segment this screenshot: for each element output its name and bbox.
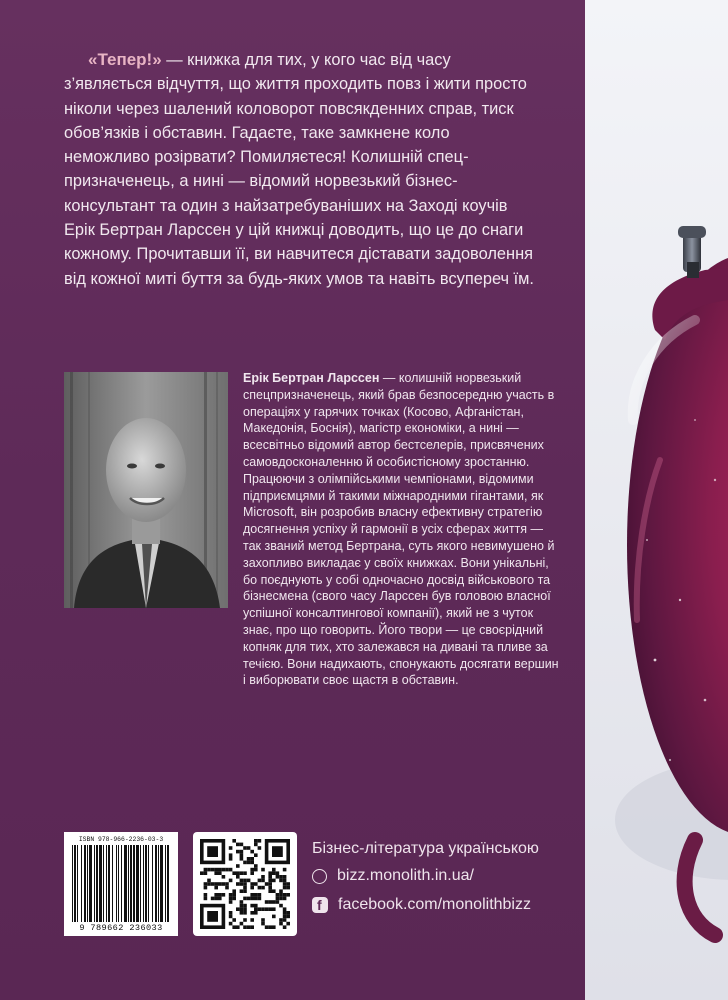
qr-module xyxy=(250,904,254,908)
qr-module xyxy=(214,897,218,901)
qr-module xyxy=(265,907,269,911)
qr-module xyxy=(229,857,233,861)
qr-module xyxy=(286,922,290,926)
qr-module xyxy=(207,868,211,872)
qr-module xyxy=(268,900,272,904)
barcode-bar xyxy=(140,845,141,922)
barcode-bar xyxy=(116,845,117,922)
qr-module xyxy=(247,861,251,865)
qr-module xyxy=(247,897,251,901)
qr-module xyxy=(240,879,244,883)
qr-module xyxy=(286,886,290,890)
qr-module xyxy=(222,882,226,886)
qr-module xyxy=(254,911,258,915)
qr-module xyxy=(225,882,229,886)
qr-module xyxy=(243,918,247,922)
qr-module xyxy=(243,882,247,886)
barcode-bar xyxy=(106,845,107,922)
qr-module xyxy=(240,889,244,893)
qr-module xyxy=(268,889,272,893)
qr-module xyxy=(247,879,251,883)
qr-module xyxy=(286,882,290,886)
qr-module xyxy=(250,893,254,897)
qr-module xyxy=(229,900,233,904)
barcode-bar xyxy=(133,845,135,922)
qr-module xyxy=(236,875,240,879)
qr-module xyxy=(207,879,211,883)
qr-module xyxy=(232,918,236,922)
qr-module xyxy=(243,897,247,901)
qr-module xyxy=(283,879,287,883)
qr-module xyxy=(265,882,269,886)
qr-module xyxy=(283,918,287,922)
qr-module xyxy=(258,886,262,890)
qr-module xyxy=(283,911,287,915)
qr-module xyxy=(261,875,265,879)
qr-module xyxy=(218,871,222,875)
qr-module xyxy=(276,875,280,879)
qr-module xyxy=(283,868,287,872)
qr-module xyxy=(240,911,244,915)
qr-module xyxy=(250,897,254,901)
qr-module xyxy=(250,886,254,890)
qr-module xyxy=(250,850,254,854)
qr-module xyxy=(218,868,222,872)
qr-module xyxy=(211,868,215,872)
qr-module xyxy=(283,907,287,911)
qr-module xyxy=(222,875,226,879)
barcode-bar xyxy=(112,845,113,922)
alarm-clock-illustration xyxy=(585,0,728,1000)
qr-module xyxy=(214,871,218,875)
qr-module xyxy=(254,897,258,901)
qr-module xyxy=(276,897,280,901)
barcode-bar xyxy=(160,845,163,922)
barcode-bar xyxy=(103,845,104,922)
qr-module xyxy=(204,868,208,872)
barcode-bar xyxy=(94,845,95,922)
qr-module xyxy=(261,886,265,890)
qr-module xyxy=(250,861,254,865)
qr-module xyxy=(243,886,247,890)
qr-module xyxy=(250,857,254,861)
qr-module xyxy=(254,907,258,911)
qr-module xyxy=(232,889,236,893)
isbn-barcode xyxy=(64,832,178,936)
qr-module xyxy=(272,907,276,911)
barcode-bar xyxy=(152,845,153,922)
barcode-bar xyxy=(74,845,76,922)
qr-module xyxy=(268,886,272,890)
qr-module xyxy=(218,882,222,886)
qr-module xyxy=(229,915,233,919)
barcode-bar xyxy=(72,845,73,922)
qr-module xyxy=(254,839,258,843)
barcode-bar xyxy=(118,845,119,922)
qr-module xyxy=(272,900,276,904)
qr-module xyxy=(261,868,265,872)
qr-module xyxy=(232,871,236,875)
qr-module xyxy=(254,868,258,872)
qr-module xyxy=(258,846,262,850)
qr-module xyxy=(261,922,265,926)
qr-module xyxy=(229,911,233,915)
qr-module xyxy=(258,897,262,901)
qr-finder-square xyxy=(207,911,218,922)
qr-module xyxy=(272,925,276,929)
barcode-bar xyxy=(121,845,122,922)
blurb-text: — книжка для тих, у кого час від часу з’являється відчуття, що життя проходить повз і жити просто ніколи через шалений коловорот повсякденних справ, тиск обов’язків і обставин. Гадаєте, таке замкнене коло неможливо розірвати? Помиляєтеся! Колишній спец-призначенець, а нині — відомий норвезький бізнес-консультант та один з найзатребуваніших на Заході коучів Ерік Бертран Ларссен у цій книжці доводить, що це до снаги кожному. Прочитавши її, ви навчитеся діставати задоволення від кожної миті буття за будь-яких умов та навіть всупереч їм. xyxy=(64,51,534,288)
qr-module xyxy=(265,925,269,929)
qr-module xyxy=(229,853,233,857)
qr-module xyxy=(218,897,222,901)
qr-module xyxy=(243,846,247,850)
qr-module xyxy=(232,839,236,843)
qr-module xyxy=(236,907,240,911)
qr-module xyxy=(211,897,215,901)
qr-module xyxy=(200,871,204,875)
book-title-quote: «Тепер!» xyxy=(88,50,162,69)
barcode-bar xyxy=(87,845,88,922)
publisher-tagline: Бізнес-література українською xyxy=(312,840,539,857)
barcode-bar xyxy=(84,845,86,922)
barcode-bar xyxy=(89,845,92,922)
qr-module xyxy=(250,925,254,929)
qr-module xyxy=(279,922,283,926)
book-blurb xyxy=(64,48,534,291)
qr-module xyxy=(268,879,272,883)
qr-module xyxy=(236,850,240,854)
qr-module xyxy=(272,868,276,872)
qr-module xyxy=(276,900,280,904)
qr-finder-square xyxy=(272,846,283,857)
qr-module xyxy=(204,897,208,901)
qr-module xyxy=(272,871,276,875)
qr-module xyxy=(276,893,280,897)
qr-module xyxy=(222,868,226,872)
barcode-bar xyxy=(143,845,144,922)
qr-module xyxy=(214,868,218,872)
qr-module xyxy=(250,911,254,915)
qr-module xyxy=(232,897,236,901)
qr-module xyxy=(243,907,247,911)
qr-module xyxy=(229,846,233,850)
qr-module xyxy=(250,871,254,875)
qr-module xyxy=(204,871,208,875)
barcode-bars xyxy=(64,832,178,936)
qr-module xyxy=(236,882,240,886)
qr-module xyxy=(222,893,226,897)
qr-module xyxy=(279,918,283,922)
qr-module xyxy=(229,893,233,897)
qr-module xyxy=(254,853,258,857)
qr-module xyxy=(214,893,218,897)
qr-module xyxy=(229,879,233,883)
qr-module xyxy=(286,915,290,919)
qr-module xyxy=(283,915,287,919)
qr-module xyxy=(240,843,244,847)
qr-module xyxy=(261,907,265,911)
qr-module xyxy=(243,861,247,865)
qr-module xyxy=(283,875,287,879)
qr-module xyxy=(268,882,272,886)
qr-module xyxy=(243,889,247,893)
qr-module xyxy=(279,904,283,908)
barcode-bar xyxy=(124,845,127,922)
qr-code xyxy=(193,832,297,936)
qr-module xyxy=(250,882,254,886)
barcode-bar xyxy=(145,845,147,922)
qr-module xyxy=(286,893,290,897)
qr-module xyxy=(236,864,240,868)
qr-module xyxy=(204,886,208,890)
qr-module xyxy=(272,889,276,893)
author-name: Ерік Бертран Ларссен xyxy=(243,371,380,385)
qr-module xyxy=(265,900,269,904)
barcode-bar xyxy=(108,845,110,922)
qr-module xyxy=(247,925,251,929)
author-portrait xyxy=(64,372,228,608)
barcode-bar xyxy=(155,845,157,922)
facebook-link[interactable]: facebook.com/monolithbizz xyxy=(338,896,531,913)
isbn-label: ISBN 978-966-2236-03-3 xyxy=(78,836,164,843)
facebook-icon: f xyxy=(312,897,328,913)
qr-module xyxy=(240,857,244,861)
isbn-digits: 9 789662 236033 xyxy=(79,923,163,933)
website-row xyxy=(312,865,474,887)
qr-module xyxy=(279,897,283,901)
qr-module xyxy=(240,907,244,911)
qr-module xyxy=(204,882,208,886)
barcode-bar xyxy=(77,845,78,922)
facebook-row xyxy=(312,894,531,916)
barcode-bar xyxy=(165,845,166,922)
qr-module xyxy=(243,879,247,883)
barcode-bar xyxy=(128,845,129,922)
qr-module xyxy=(204,893,208,897)
qr-module xyxy=(261,918,265,922)
qr-module xyxy=(236,925,240,929)
qr-module xyxy=(254,843,258,847)
qr-module xyxy=(254,864,258,868)
qr-module xyxy=(236,871,240,875)
qr-module xyxy=(243,911,247,915)
qr-module xyxy=(268,871,272,875)
globe-icon xyxy=(312,869,327,884)
barcode-bar xyxy=(99,845,102,922)
qr-module xyxy=(207,882,211,886)
qr-code-pattern xyxy=(193,832,297,936)
qr-module xyxy=(243,904,247,908)
author-bio-text: — колишній норвезький спецпризначенець, який брав безпосередню участь в операціях у гарячих точках (Косово, Афганістан, Македонія, Боснія), магістр економіки, а нині — всесвітньо відомий автор бестселерів, присвячених самовдосконаленню й особистісному зростанню. Працюючи з олімпійськими чемпіонами, відомими підприємцями й такими міжнародними гігантами, як Microsoft, він розробив власну ефективну стратегію досягнення успіху й гармонії в усіх сферах життя — так званий метод Бертрана, суть якого невимушено й захопливо викладає у своїх книжках. Вони унікальні, бо поєднують у собі одночасно досвід військового та бізнесмена (свого часу Ларссен був головою власної успішної консалтингової компанії), який не з чуток знає, про що говорить. Його твори — це своєрідний копняк для тих, хто залежався на дивані та пливе за течією. Вони надихають, спонукають досягати вершин і виборювати своє щастя в обставин. xyxy=(243,371,559,688)
author-bio xyxy=(243,370,563,689)
qr-module xyxy=(279,879,283,883)
qr-module xyxy=(240,853,244,857)
barcode-bar xyxy=(167,845,169,922)
qr-finder-square xyxy=(207,846,218,857)
qr-module xyxy=(229,897,233,901)
qr-module xyxy=(258,893,262,897)
qr-module xyxy=(272,879,276,883)
website-link[interactable]: bizz.monolith.in.ua/ xyxy=(337,867,474,884)
barcode-bar xyxy=(130,845,132,922)
qr-module xyxy=(250,918,254,922)
qr-module xyxy=(283,886,287,890)
author-photo xyxy=(64,372,228,608)
qr-module xyxy=(279,875,283,879)
barcode-bar xyxy=(81,845,82,922)
qr-module xyxy=(247,846,251,850)
qr-module xyxy=(225,868,229,872)
qr-module xyxy=(247,857,251,861)
qr-module xyxy=(254,893,258,897)
qr-module xyxy=(283,893,287,897)
qr-module xyxy=(218,893,222,897)
qr-module xyxy=(250,868,254,872)
qr-module xyxy=(279,889,283,893)
qr-module xyxy=(279,893,283,897)
qr-module xyxy=(240,922,244,926)
barcode-bar xyxy=(158,845,159,922)
qr-module xyxy=(211,882,215,886)
qr-module xyxy=(232,893,236,897)
qr-module xyxy=(236,843,240,847)
qr-module xyxy=(214,886,218,890)
qr-module xyxy=(229,868,233,872)
qr-module xyxy=(232,925,236,929)
qr-module xyxy=(268,907,272,911)
qr-module xyxy=(240,871,244,875)
qr-module xyxy=(240,850,244,854)
qr-module xyxy=(286,911,290,915)
qr-module xyxy=(225,886,229,890)
qr-module xyxy=(258,879,262,883)
qr-module xyxy=(283,882,287,886)
qr-module xyxy=(254,904,258,908)
qr-module xyxy=(261,879,265,883)
barcode-bar xyxy=(148,845,149,922)
qr-module xyxy=(268,925,272,929)
qr-module xyxy=(283,897,287,901)
clock-image-area xyxy=(585,0,728,1000)
qr-module xyxy=(240,882,244,886)
qr-module xyxy=(254,882,258,886)
qr-module xyxy=(258,907,262,911)
qr-module xyxy=(272,915,276,919)
qr-module xyxy=(243,925,247,929)
qr-module xyxy=(268,875,272,879)
barcode-bar xyxy=(96,845,98,922)
qr-module xyxy=(258,839,262,843)
qr-module xyxy=(276,871,280,875)
qr-module xyxy=(240,904,244,908)
qr-module xyxy=(243,871,247,875)
qr-module xyxy=(240,900,244,904)
qr-module xyxy=(283,925,287,929)
barcode-bar xyxy=(136,845,139,922)
qr-module xyxy=(229,922,233,926)
qr-module xyxy=(214,882,218,886)
